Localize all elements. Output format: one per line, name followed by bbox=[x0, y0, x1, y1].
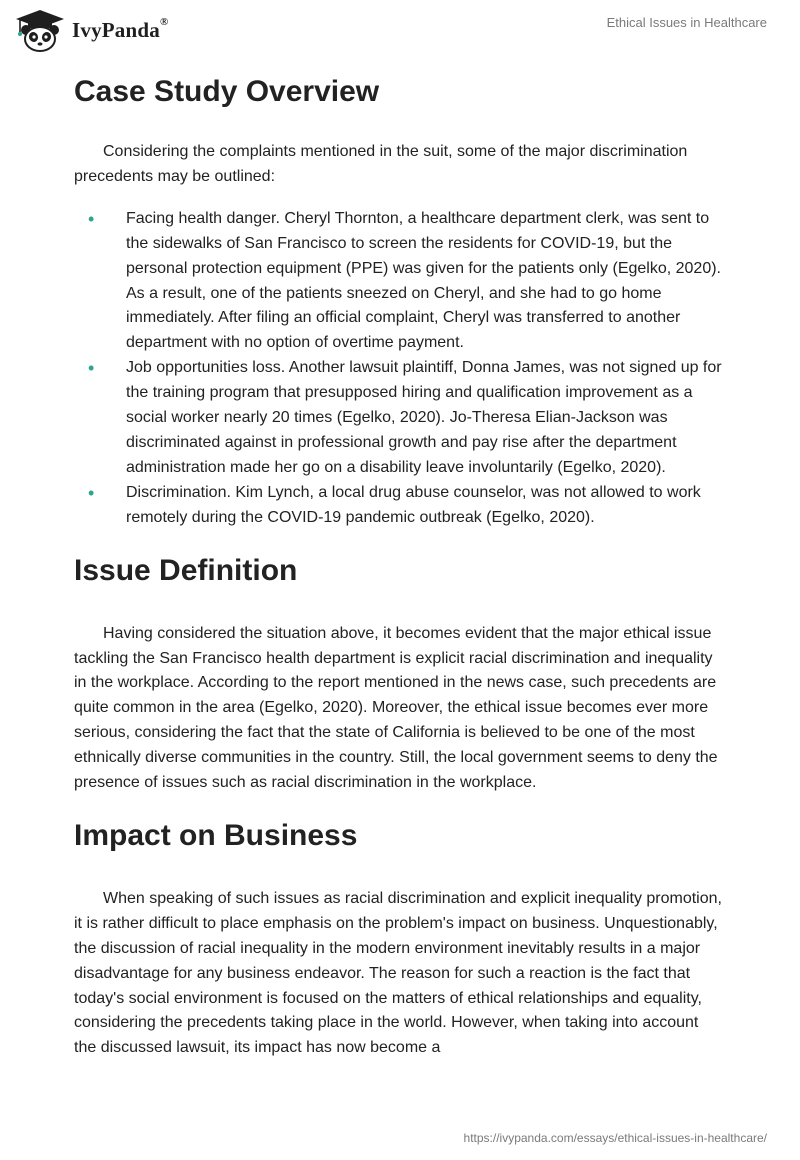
impact-heading: Impact on Business bbox=[74, 818, 358, 852]
list-item-text: Discrimination. Kim Lynch, a local drug abuse counselor, was not allowed to work remotely during the COVID-19 pandemic outbreak (Egelko, 2020). bbox=[126, 483, 701, 526]
list-item-text: Job opportunities loss. Another lawsuit plaintiff, Donna James, was not signed up for the training program that presupposed hiring and qualification improvement as a social worker nearly 20 times (Egelko, 2020). Jo-Theresa Elian-Jackson was discriminated against in professional growth and pay rise after the department administration made her go on a disability leave involuntarily (Egelko, 2020). bbox=[126, 359, 722, 476]
source-url[interactable]: https://ivypanda.com/essays/ethical-issues-in-healthcare/ bbox=[463, 1131, 767, 1145]
document-title: Ethical Issues in Healthcare bbox=[606, 15, 767, 30]
list-item-text: Facing health danger. Cheryl Thornton, a healthcare department clerk, was sent to the sidewalks of San Francisco to screen the residents for COVID-19, but the personal protection equipment (PPE) was given for the patients only (Egelko, 2020). As a result, one of the patients sneezed on Cheryl, and she had to go home immediately. After filing an official complaint, Cheryl was transferred to another department with no option of overtime payment. bbox=[126, 209, 721, 352]
impact-paragraph: When speaking of such issues as racial discrimination and explicit inequality promotion, it is rather difficult to place emphasis on the problem's impact on business. Unquestionably, the discussion of racial inequality in the modern environment inevitably results in a major disadvantage for any business endeavor. The reason for such a reaction is the fact that today's social environment is focused on the matters of ethical relationships and equality, considering the precedents taking place in the world. However, when taking into account the discussed lawsuit, its impact has now become a bbox=[74, 889, 722, 1057]
list-item bbox=[74, 356, 724, 481]
bullet-icon: • bbox=[88, 208, 95, 229]
panda-graduate-icon bbox=[14, 8, 66, 52]
page-header bbox=[0, 0, 800, 60]
issue-definition-heading: Issue Definition bbox=[74, 553, 298, 587]
discrimination-precedents-list bbox=[74, 207, 724, 531]
bullet-icon: • bbox=[88, 358, 95, 379]
bullet-icon: • bbox=[88, 482, 95, 503]
issue-definition-paragraph: Having considered the situation above, it becomes evident that the major ethical issue tackling the San Francisco health department is explicit racial discrimination and inequality in the workplace. According to the report mentioned in the news case, such precedents are quite common in the area (Egelko, 2020). Moreover, the ethical issue becomes ever more serious, considering the fact that the state of California is believed to be one of the most ethnically diverse communities in the country. Still, the local government seems to deny the presence of issues such as racial discrimination in the workplace. bbox=[74, 624, 718, 792]
ivypanda-logo[interactable] bbox=[14, 8, 168, 52]
list-item bbox=[74, 207, 724, 356]
case-study-heading: Case Study Overview bbox=[74, 75, 380, 108]
logo-wordmark: IvyPanda® bbox=[72, 15, 169, 42]
case-study-intro: Considering the complaints mentioned in the suit, some of the major discrimination precedents may be outlined: bbox=[74, 143, 688, 185]
essay-content bbox=[74, 64, 724, 1061]
list-item bbox=[74, 481, 724, 531]
